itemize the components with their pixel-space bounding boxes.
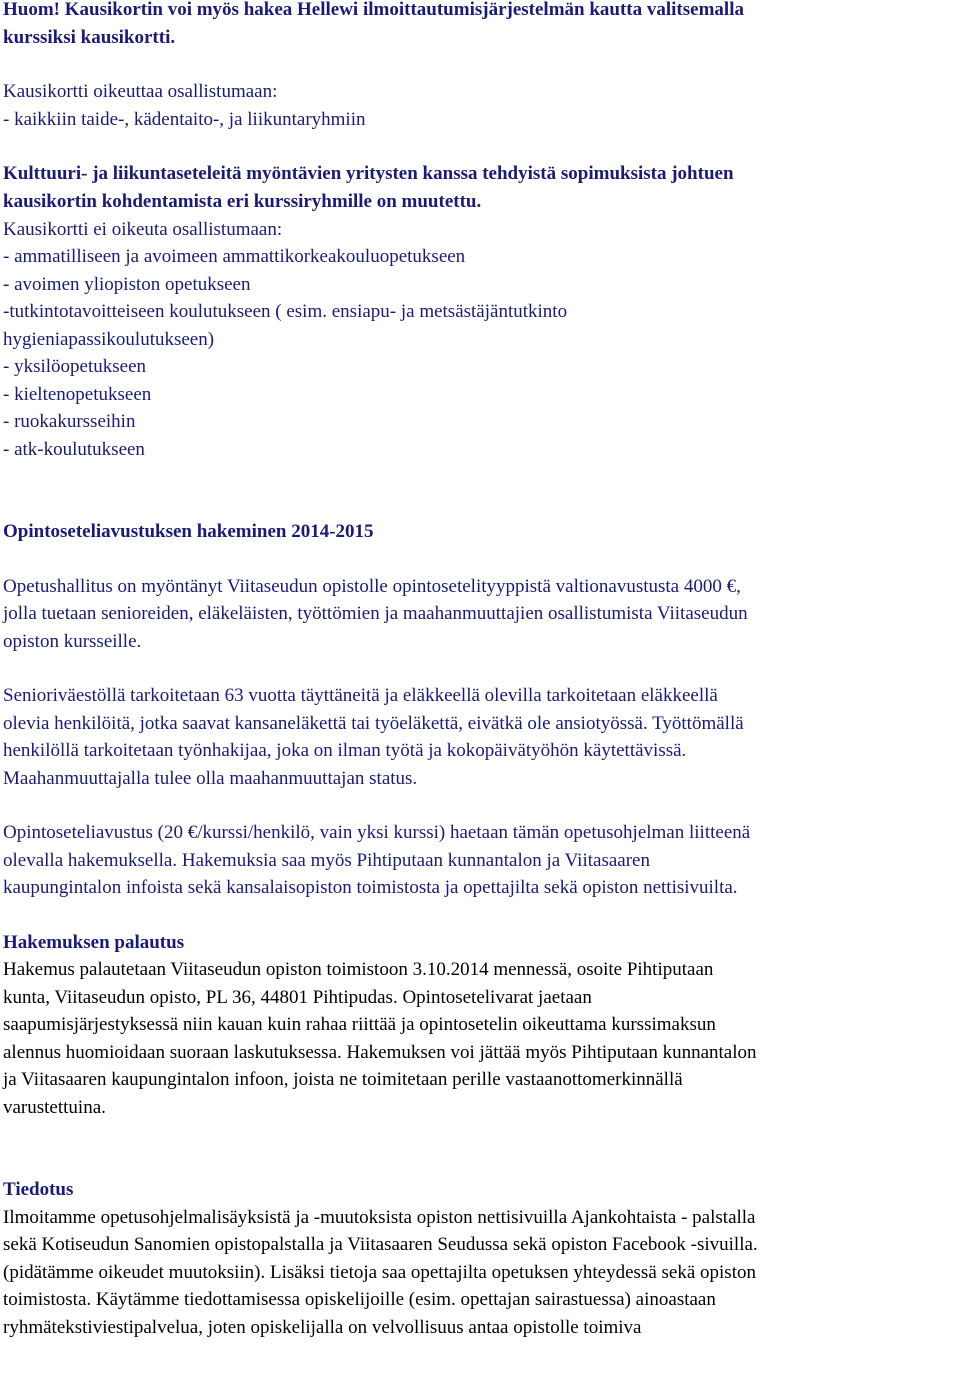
paragraph-line: opiston kursseille.: [3, 630, 142, 652]
paragraph-line: saapumisjärjestyksessä niin kauan kuin rahaa riittää ja opintosetelin oikeuttama kurssimaksun: [3, 1014, 716, 1035]
opintoseteli-paragraph-2: [3, 682, 953, 792]
kulttuuri-line: kausikortin kohdentamista eri kurssiryhmille on muutettu.: [3, 190, 482, 212]
ei-oikeuta-item: - avoimen yliopiston opetukseen: [3, 273, 251, 295]
ei-oikeuta-item: hygieniapassikoulutukseen): [3, 328, 215, 350]
paragraph-line: alennus huomioidaan suoraan laskutuksessa. Hakemuksen voi jättää myös Pihtiputaan kunnantalon: [3, 1041, 757, 1063]
paragraph-line: Hakemus palautetaan Viitaseudun opiston toimistoon 3.10.2014 mennessä, osoite Pihtiputaan: [3, 959, 714, 980]
paragraph-line: jolla tuetaan senioreiden, eläkeläisten, työttömien ja maahanmuuttajien osallistumista Viitaseudun: [3, 603, 748, 624]
paragraph-line: Ilmoitamme opetusohjelmalisäyksistä ja -muutoksista opiston nettisivuilla Ajankohtaista - palstalla: [3, 1206, 756, 1228]
paragraph-line: (pidätämme oikeudet muutoksiin). Lisäksi tietoja saa opettajilta opetuksen yhteydessä sekä opiston: [3, 1261, 756, 1283]
huom-line: kurssiksi kausikortti.: [3, 26, 176, 48]
opintoseteli-paragraph-3: [3, 819, 953, 902]
paragraph-line: varustettuina.: [3, 1096, 106, 1118]
huom-note: [3, 0, 953, 51]
huom-line: Huom! Kausikortin voi myös hakea Hellewi ilmoittautumisjärjestelmän kautta valitsemalla: [3, 0, 744, 20]
paragraph-line: olevalla hakemuksella. Hakemuksia saa myös Pihtiputaan kunnantalon ja Viitasaaren: [3, 849, 650, 871]
paragraph-line: Opetushallitus on myöntänyt Viitaseudun opistolle opintosetelityyppistä valtionavustusta 4000 €,: [3, 575, 741, 597]
tiedotus-heading: Tiedotus: [3, 1179, 74, 1200]
oikeuttaa-heading: Kausikortti oikeuttaa osallistumaan:: [3, 81, 278, 102]
oikeuttaa-section: [3, 78, 953, 133]
paragraph-line: henkilöllä tarkoitetaan työnhakijaa, joka on ilman työtä ja kokopäivätyöhön käytettävissä.: [3, 740, 687, 761]
paragraph-line: ja Viitasaaren kaupungintalon infoon, joista ne toimitetaan perille vastaanottomerkinnällä: [3, 1069, 683, 1090]
ei-oikeuta-item: - ruokakursseihin: [3, 411, 136, 432]
ei-oikeuta-item: - yksilöopetukseen: [3, 356, 147, 377]
paragraph-line: kunta, Viitaseudun opisto, PL 36, 44801 Pihtipudas. Opintosetelivarat jaetaan: [3, 986, 592, 1008]
oikeuttaa-item: - kaikkiin taide-, kädentaito-, ja liikuntaryhmiin: [3, 108, 366, 130]
opintoseteli-heading: Opintoseteliavustuksen hakeminen 2014-2015: [3, 521, 374, 542]
ei-oikeuta-item: -tutkintotavoitteiseen koulutukseen ( esim. ensiapu- ja metsästäjäntutkinto: [3, 301, 568, 322]
paragraph-line: Maahanmuuttajalla tulee olla maahanmuuttajan status.: [3, 767, 418, 789]
ei-oikeuta-item: - ammatilliseen ja avoimeen ammattikorkeakouluopetukseen: [3, 246, 466, 267]
tiedotus-paragraph: [3, 1204, 953, 1342]
document-page: [3, 0, 953, 1341]
kulttuuri-note: [3, 160, 953, 215]
paragraph-line: Senioriväestöllä tarkoitetaan 63 vuotta täyttäneitä ja eläkkeellä olevilla tarkoitetaan eläkkeellä: [3, 685, 718, 706]
paragraph-line: sekä Kotiseudun Sanomien opistopalstalla ja Viitasaaren Seudussa sekä opiston Facebook -sivuilla.: [3, 1234, 758, 1255]
kulttuuri-line: Kulttuuri- ja liikuntaseteleitä myöntävien yritysten kanssa tehdyistä sopimuksista johtuen: [3, 163, 734, 184]
paragraph-line: olevia henkilöitä, jotka saavat kansaneläkettä tai työeläkettä, eivätkä ole ansiotyössä. Työttömällä: [3, 712, 744, 734]
ei-oikeuta-item: - atk-koulutukseen: [3, 438, 145, 460]
ei-oikeuta-heading: Kausikortti ei oikeuta osallistumaan:: [3, 218, 283, 240]
palautus-paragraph: [3, 956, 953, 1121]
palautus-heading: Hakemuksen palautus: [3, 931, 185, 953]
ei-oikeuta-item: - kieltenopetukseen: [3, 383, 152, 405]
paragraph-line: kaupungintalon infoista sekä kansalaisopiston toimistosta ja opettajilta sekä opiston nettisivuilta.: [3, 877, 738, 898]
paragraph-line: Opintoseteliavustus (20 €/kurssi/henkilö, vain yksi kurssi) haetaan tämän opetusohjelman liitteenä: [3, 822, 751, 843]
ei-oikeuta-section: [3, 216, 953, 464]
opintoseteli-paragraph-1: [3, 573, 953, 656]
paragraph-line: toimistosta. Käytämme tiedottamisessa opiskelijoille (esim. opettajan sairastuessa) ainoastaan: [3, 1289, 716, 1310]
paragraph-line: ryhmätekstiviestipalvelua, joten opiskelijalla on velvollisuus antaa opistolle toimiva: [3, 1316, 642, 1338]
